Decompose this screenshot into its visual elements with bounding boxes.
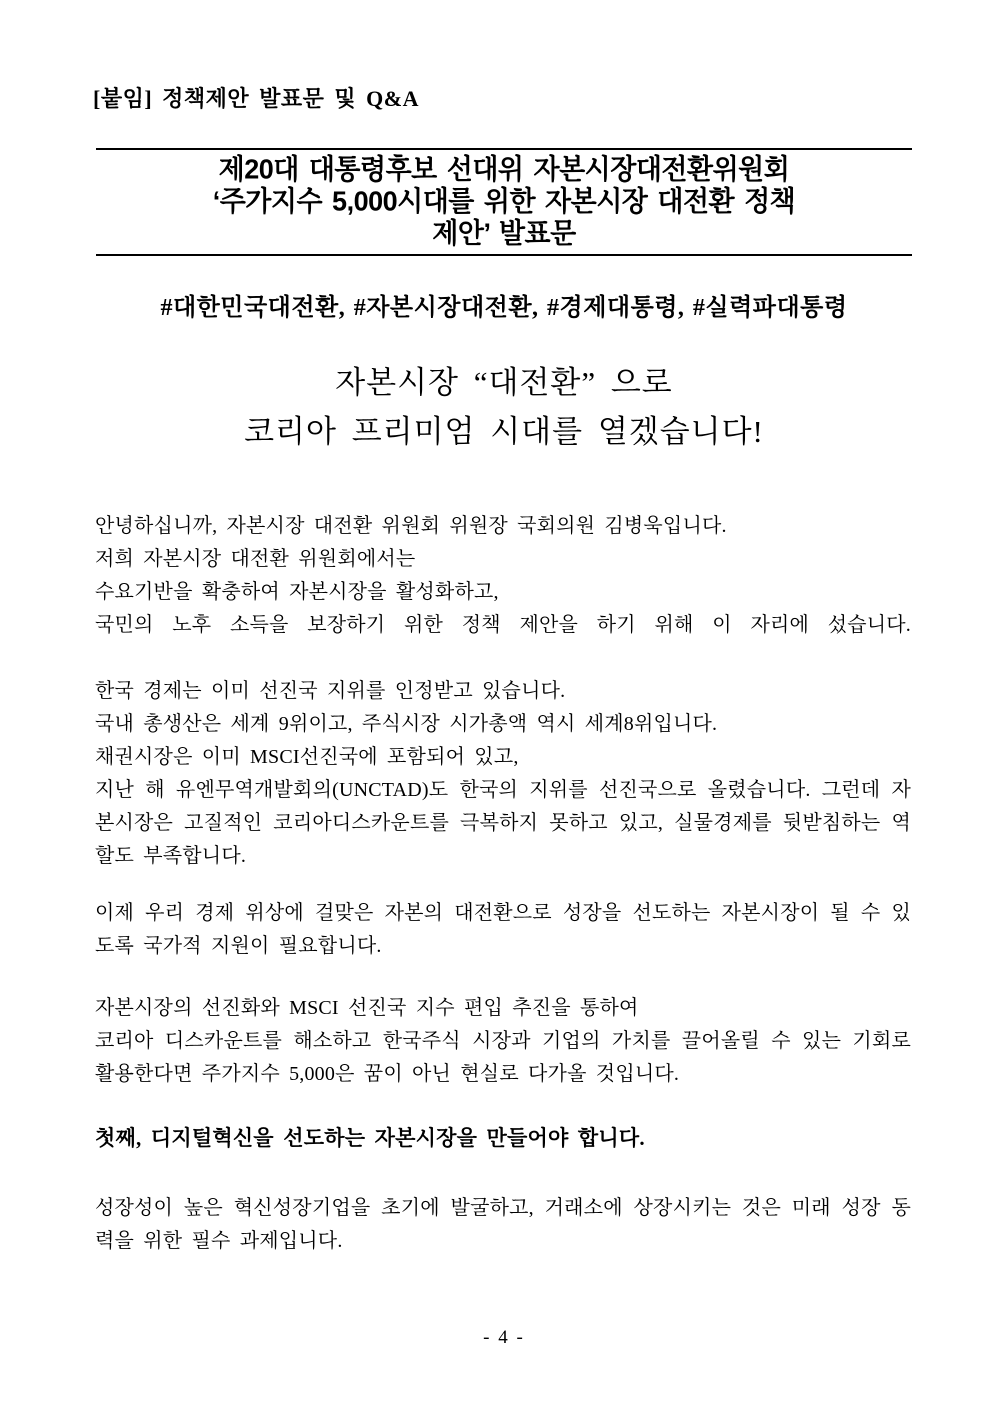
text-line: 성장성이 높은 혁신성장기업을 초기에 발굴하고, 거래소에 상장시키는 것은 미래 성장 동 — [95, 1197, 911, 1219]
title-box — [96, 148, 912, 256]
text-line: 할도 부족합니다. — [95, 845, 247, 867]
paragraph-msci-index — [95, 992, 911, 1091]
text-line: 본시장은 고질적인 코리아디스카운트를 극복하지 못하고 있고, 실물경제를 뒷받침하는 역 — [95, 812, 911, 834]
text-line: 자본시장의 선진화와 MSCI 선진국 지수 편입 추진을 통하여 — [95, 997, 639, 1019]
text-line: 저희 자본시장 대전환 위원회에서는 — [95, 548, 416, 570]
attachment-label: [붙임] 정책제안 발표문 및 Q&A — [93, 86, 419, 111]
text-line: 국민의 노후 소득을 보장하기 위한 정책 제안을 하기 위해 이 자리에 섰습니다. — [95, 614, 911, 636]
text-line: 안녕하십니까, 자본시장 대전환 위원회 위원장 국회의원 김병욱입니다. — [95, 515, 727, 537]
text-line: 력을 위한 필수 과제입니다. — [95, 1230, 343, 1252]
text-line: 도록 국가적 지원이 필요합니다. — [95, 935, 382, 957]
text-line: 활용한다면 주가지수 5,000은 꿈이 아닌 현실로 다가올 것입니다. — [95, 1063, 680, 1085]
section-heading-first: 첫째, 디지털혁신을 선도하는 자본시장을 만들어야 합니다. — [95, 1126, 645, 1150]
text-line: 제20대 대통령후보 선대위 자본시장대전환위원회 — [218, 153, 790, 185]
text-line: ‘주가지수 5,000시대를 위한 자본시장 대전환 정책 — [212, 185, 796, 217]
paragraph-national-support — [95, 897, 911, 963]
text-line: 지난 해 유엔무역개발회의(UNCTAD)도 한국의 지위를 선진국으로 올렸습니다. 그런데 자 — [95, 779, 911, 801]
text-line: 자본시장 “대전환” 으로 — [335, 365, 673, 400]
headline — [96, 358, 912, 456]
paragraph-economy-status — [95, 675, 911, 873]
text-line: 제안’ 발표문 — [432, 217, 576, 249]
hashtag-line: #대한민국대전환, #자본시장대전환, #경제대통령, #실력파대통령 — [160, 295, 848, 321]
text-line: 국내 총생산은 세계 9위이고, 주식시장 시가총액 역시 세계8위입니다. — [95, 713, 718, 735]
text-line: 수요기반을 확충하여 자본시장을 활성화하고, — [95, 581, 499, 603]
text-line: 코리아 디스카운트를 해소하고 한국주식 시장과 기업의 가치를 끌어올릴 수 있는 기회로 — [95, 1030, 911, 1052]
paragraph-growth-companies — [95, 1192, 911, 1258]
text-line: 한국 경제는 이미 선진국 지위를 인정받고 있습니다. — [95, 680, 566, 702]
text-line: 이제 우리 경제 위상에 걸맞은 자본의 대전환으로 성장을 선도하는 자본시장이 될 수 있 — [95, 902, 911, 924]
paragraph-greeting — [95, 510, 911, 642]
page-number: - 4 - — [483, 1327, 525, 1348]
title-box-lines — [96, 153, 912, 249]
text-line: 채권시장은 이미 MSCI선진국에 포함되어 있고, — [95, 746, 519, 768]
text-line: 코리아 프리미엄 시대를 열겠습니다! — [244, 414, 764, 449]
